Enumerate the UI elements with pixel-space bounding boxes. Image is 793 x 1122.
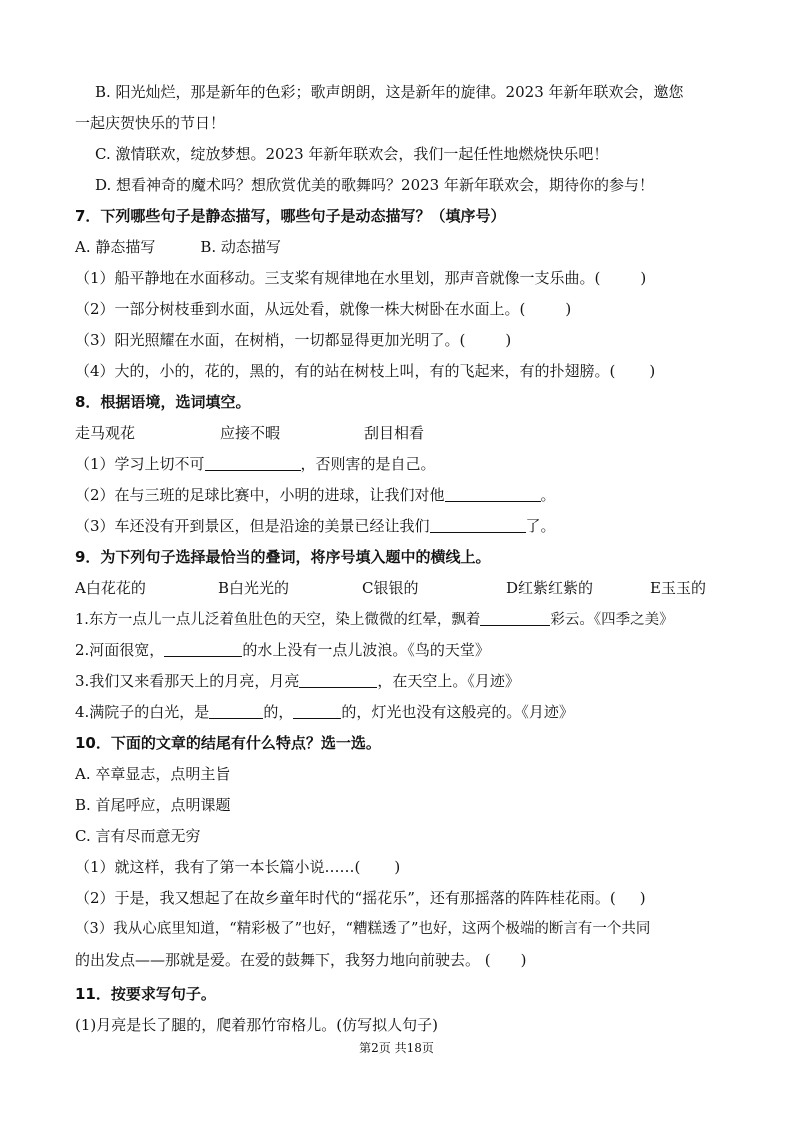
choice-option: C银银的 bbox=[362, 579, 419, 597]
item-text: 的出发点——那就是爱。在爱的鼓舞下，我努力地向前驶去。 ( bbox=[75, 951, 491, 969]
close-paren: ) bbox=[394, 858, 401, 876]
question-7-title: 7．下列哪些句子是静态描写，哪些句子是动态描写？（填序号） bbox=[75, 207, 506, 225]
choice-option: A白花花的 bbox=[75, 579, 146, 597]
item-text: （2）在与三班的足球比赛中，小明的进球，让我们对他 bbox=[75, 486, 445, 504]
answer-blank[interactable] bbox=[480, 609, 550, 626]
option-b-line2: 一起庆贺快乐的节日！ bbox=[75, 114, 226, 132]
option-c: C. 激情联欢，绽放梦想。2023 年新年联欢会，我们一起任性地燃烧快乐吧！ bbox=[95, 145, 609, 163]
question-9-options bbox=[75, 578, 793, 598]
question-7-item-3 bbox=[75, 330, 793, 350]
item-text: （2）于是，我又想起了在故乡童年时代的“摇花乐”，还有那摇落的阵阵桂花雨。( bbox=[75, 889, 616, 907]
option-b-line1: B. 阳光灿烂，那是新年的色彩；歌声朗朗，这是新年的旋律。2023 年新年联欢会，邀您 bbox=[95, 83, 684, 101]
item-text: 2.河面很宽， bbox=[75, 641, 165, 659]
answer-blank[interactable] bbox=[205, 454, 301, 471]
item-text: 的， bbox=[263, 703, 294, 721]
question-10-option-a: A. 卒章显志，点明主旨 bbox=[75, 765, 231, 783]
item-text: 3.我们又来看那天上的月亮，月亮 bbox=[75, 672, 300, 690]
question-11-title: 11．按要求写句子。 bbox=[75, 985, 216, 1003]
item-text: 4.满院子的白光，是 bbox=[75, 703, 210, 721]
choice-option: D红紫红紫的 bbox=[506, 579, 594, 597]
close-paren: ) bbox=[505, 331, 512, 349]
answer-blank[interactable] bbox=[209, 702, 263, 719]
question-9-item-2 bbox=[75, 640, 793, 660]
answer-blank[interactable] bbox=[299, 671, 377, 688]
answer-blank[interactable] bbox=[445, 485, 541, 502]
question-8-item-3 bbox=[75, 516, 793, 536]
item-text: （3）车还没有开到景区，但是沿途的美景已经让我们 bbox=[75, 517, 430, 535]
question-10-item-3-line1: （3）我从心底里知道，“精彩极了”也好，“糟糕透了”也好，这两个极端的断言有一个共同 bbox=[75, 921, 651, 937]
close-paren: ) bbox=[565, 300, 572, 318]
item-text: （1）就这样，我有了第一本长篇小说……( bbox=[75, 858, 361, 876]
question-7-item-2 bbox=[75, 299, 793, 319]
item-text: 。 bbox=[540, 486, 556, 504]
item-text: （1）船平静地在水面移动。三支桨有规律地在水里划，那声音就像一支乐曲。( bbox=[75, 269, 601, 287]
item-text: ，否则害的是自己。 bbox=[300, 455, 436, 473]
question-11-item-1: (1)月亮是长了腿的，爬着那竹帘格儿。(仿写拟人句子) bbox=[75, 1016, 438, 1034]
answer-blank[interactable] bbox=[430, 516, 526, 533]
question-10-item-3-line2 bbox=[75, 950, 793, 970]
question-10-option-c: C. 言有尽而意无穷 bbox=[75, 827, 201, 845]
question-10-item-2 bbox=[75, 888, 793, 908]
question-7-options: A. 静态描写 B. 动态描写 bbox=[75, 238, 281, 256]
close-paren: ) bbox=[649, 362, 656, 380]
item-text: 了。 bbox=[525, 517, 556, 535]
question-10-title: 10．下面的文章的结尾有什么特点？选一选。 bbox=[75, 734, 381, 752]
word-option: 应接不暇 bbox=[220, 424, 281, 442]
question-8-item-1 bbox=[75, 454, 793, 474]
item-text: 的水上没有一点儿波浪。《鸟的天堂》 bbox=[242, 641, 490, 659]
choice-option: E玉玉的 bbox=[650, 579, 706, 597]
item-text: （2）一部分树枝垂到水面，从远处看，就像一株大树卧在水面上。( bbox=[75, 300, 526, 318]
close-paren: ) bbox=[639, 889, 646, 907]
close-paren: ) bbox=[640, 269, 647, 287]
question-8-words bbox=[75, 423, 793, 443]
word-option: 刮目相看 bbox=[364, 424, 425, 442]
question-9-item-4 bbox=[75, 702, 793, 722]
page-footer: 第2页 共18页 bbox=[359, 1041, 434, 1055]
question-8-title: 8．根据语境，选词填空。 bbox=[75, 393, 251, 411]
question-10-item-1 bbox=[75, 857, 793, 877]
answer-blank[interactable] bbox=[293, 702, 341, 719]
item-text: 彩云。《四季之美》 bbox=[550, 612, 674, 628]
question-7-item-4 bbox=[75, 361, 793, 381]
question-10-option-b: B. 首尾呼应，点明课题 bbox=[75, 796, 231, 814]
item-text: （4）大的，小的，花的，黑的，有的站在树枝上叫，有的飞起来，有的扑翅膀。( bbox=[75, 362, 616, 380]
option-d: D. 想看神奇的魔术吗？想欣赏优美的歌舞吗？2023 年新年联欢会，期待你的参与！ bbox=[95, 176, 654, 194]
item-text: 1.东方一点儿一点儿泛着鱼肚色的天空，染上微微的红晕，飘着 bbox=[75, 612, 481, 628]
item-text: ，在天空上。《月迹》 bbox=[377, 672, 520, 690]
question-7-item-1 bbox=[75, 268, 793, 288]
question-9-item-1 bbox=[75, 609, 793, 629]
question-8-item-2 bbox=[75, 485, 793, 505]
close-paren: ) bbox=[520, 951, 527, 969]
answer-blank[interactable] bbox=[164, 640, 242, 657]
choice-option: B白光光的 bbox=[218, 579, 290, 597]
question-9-title: 9．为下列句子选择最恰当的叠词，将序号填入题中的横线上。 bbox=[75, 548, 491, 566]
item-text: （3）阳光照耀在水面，在树梢，一切都显得更加光明了。( bbox=[75, 331, 466, 349]
item-text: 的，灯光也没有这般亮的。《月迹》 bbox=[341, 703, 574, 721]
question-9-item-3 bbox=[75, 671, 793, 691]
word-option: 走马观花 bbox=[75, 424, 136, 442]
item-text: （1）学习上切不可 bbox=[75, 455, 205, 473]
